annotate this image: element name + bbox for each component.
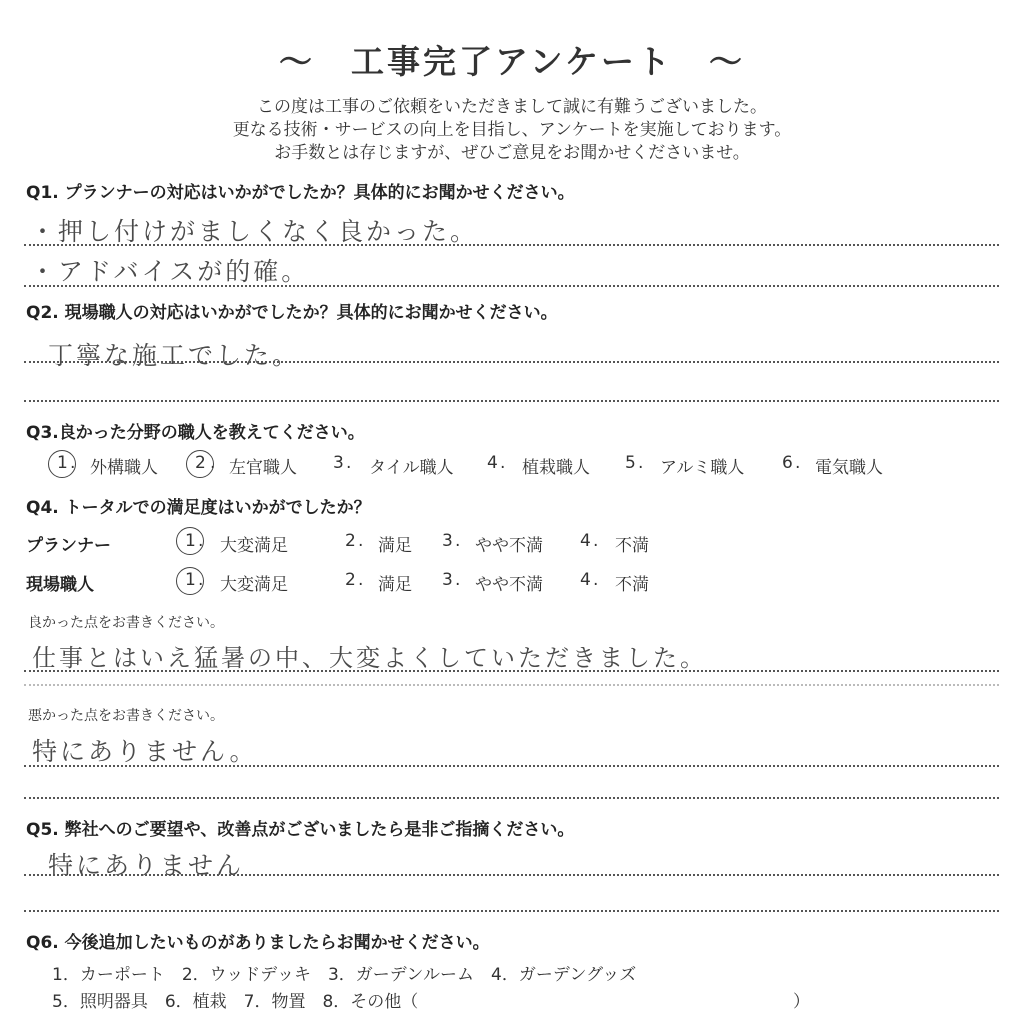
answer-line <box>24 670 999 672</box>
q3-option-3[interactable]: タイル職人 <box>369 458 454 478</box>
q4-planner-selected[interactable]: 1 <box>185 531 196 551</box>
q4-craftsman-num-2[interactable]: 2 <box>345 570 356 590</box>
q4-planner-option-3[interactable]: やや不満 <box>475 536 543 556</box>
q4-craftsman-option-3[interactable]: やや不満 <box>475 575 543 595</box>
q5-answer: 特にありません <box>48 851 245 880</box>
q3-option-6[interactable]: 電気職人 <box>815 458 883 478</box>
good-points-label: 良かった点をお書きください。 <box>28 615 224 631</box>
q4-craftsman-num-3[interactable]: 3 <box>442 570 453 590</box>
q2-answer: 丁寧な施工でした。 <box>48 341 301 370</box>
answer-line <box>24 285 999 287</box>
answer-line <box>24 765 999 767</box>
q3-option-num-6[interactable]: 6 <box>782 453 793 473</box>
survey-sheet: ～ 工事完了アンケート ～ この度は工事のご依頼をいただきまして誠に有難うございました。 更なる技術・サービスの向上を目指し、アンケートを実施しております。 お手数とは存じますが、ぜひご意見をお聞かせくださいませ。 Q1. プランナーの対応はいかがでしたか？具体的にお聞かせください。 ・押し付けがましくなく良かった。 ・アドバイスが的確。 Q2. 現場職人の対応はいかがでしたか？具体的にお聞かせください。 丁寧な施工でした。 Q3.良かった分野の職人を教えてください。 1 . 外構職人 2 . 左官職人 3 . タイル職人 4 . 植栽職人 5 . アルミ職人 6 . 電気職人 Q4. トータルでの満足度はいかがでしたか？ プランナー 1 . 大変満足 2 . 満足 3 . やや不満 4 . 不満 現場職人 1 . 大変満足 2 . 満足 3 . やや不満 4 . 不満 良かった点をお書きください。 仕事とはいえ猛暑の中、大変よくしていただきました。 悪かった点をお書きください。 特にありません。 Q5. 弊社へのご要望や、改善点がございましたら是非ご指摘ください。 特にありません Q6. 今後追加したいものがありましたらお聞かせください。 1．カーポート 2．ウッドデッキ 3．ガーデンルーム 4．ガーデングッズ 5．照明器具 6．植栽 7．物置 8．その他（ ） <box>0 0 1024 1014</box>
q3-label: Q3.良かった分野の職人を教えてください。 <box>26 423 365 443</box>
q4-row-planner: プランナー <box>26 536 111 556</box>
q4-planner-num-3[interactable]: 3 <box>442 531 453 551</box>
q4-craftsman-option-4[interactable]: 不満 <box>615 575 649 595</box>
intro-line-2: 更なる技術・サービスの向上を目指し、アンケートを実施しております。 <box>232 120 792 140</box>
q6-label: Q6. 今後追加したいものがありましたらお聞かせください。 <box>26 933 490 953</box>
q6-options-line-2[interactable]: 5．照明器具 6．植栽 7．物置 8．その他（ <box>52 992 419 1012</box>
q3-option-num-4[interactable]: 4 <box>487 453 498 473</box>
q4-planner-num-4[interactable]: 4 <box>580 531 591 551</box>
q3-option-num-3[interactable]: 3 <box>333 453 344 473</box>
q1-answer-1: ・押し付けがましくなく良かった。 <box>30 217 479 246</box>
answer-line <box>24 361 999 363</box>
page-title: ～ 工事完了アンケート ～ <box>278 42 746 81</box>
q4-craftsman-option-2[interactable]: 満足 <box>378 575 412 595</box>
answer-line <box>24 244 999 246</box>
q4-planner-option-2[interactable]: 満足 <box>378 536 412 556</box>
intro-line-3: お手数とは存じますが、ぜひご意見をお聞かせくださいませ。 <box>274 143 750 163</box>
q2-label: Q2. 現場職人の対応はいかがでしたか？具体的にお聞かせください。 <box>26 303 558 323</box>
q4-label: Q4. トータルでの満足度はいかがでしたか？ <box>26 498 371 518</box>
q6-options-line-1[interactable]: 1．カーポート 2．ウッドデッキ 3．ガーデンルーム 4．ガーデングッズ <box>52 965 637 985</box>
bad-points-label: 悪かった点をお書きください。 <box>28 708 224 724</box>
answer-line <box>24 797 999 799</box>
answer-line <box>24 874 999 876</box>
answer-line <box>24 684 999 686</box>
q4-planner-num-2[interactable]: 2 <box>345 531 356 551</box>
q4-craftsman-num-4[interactable]: 4 <box>580 570 591 590</box>
q3-option-2[interactable]: 左官職人 <box>229 458 297 478</box>
q4-planner-option-1[interactable]: 大変満足 <box>220 536 288 556</box>
q4-row-craftsman: 現場職人 <box>26 575 94 595</box>
q3-option-4[interactable]: 植栽職人 <box>522 458 590 478</box>
q3-option-num-1[interactable]: 1 <box>57 453 68 473</box>
q3-option-5[interactable]: アルミ職人 <box>660 458 745 478</box>
q3-option-num-2[interactable]: 2 <box>195 453 206 473</box>
q3-option-1[interactable]: 外構職人 <box>90 458 158 478</box>
q1-answer-2: ・アドバイスが的確。 <box>30 257 310 286</box>
bad-points-answer: 特にありません。 <box>32 737 258 766</box>
q3-option-num-5[interactable]: 5 <box>625 453 636 473</box>
intro-line-1: この度は工事のご依頼をいただきまして誠に有難うございました。 <box>257 97 767 117</box>
q4-craftsman-selected[interactable]: 1 <box>185 570 196 590</box>
q4-planner-option-4[interactable]: 不満 <box>615 536 649 556</box>
q6-paren-close: ） <box>793 992 810 1012</box>
answer-line <box>24 400 999 402</box>
good-points-answer: 仕事とはいえ猛暑の中、大変よくしていただきました。 <box>32 644 707 672</box>
q5-label: Q5. 弊社へのご要望や、改善点がございましたら是非ご指摘ください。 <box>26 820 575 840</box>
answer-line <box>24 910 999 912</box>
q4-craftsman-option-1[interactable]: 大変満足 <box>220 575 288 595</box>
q1-label: Q1. プランナーの対応はいかがでしたか？具体的にお聞かせください。 <box>26 183 575 203</box>
